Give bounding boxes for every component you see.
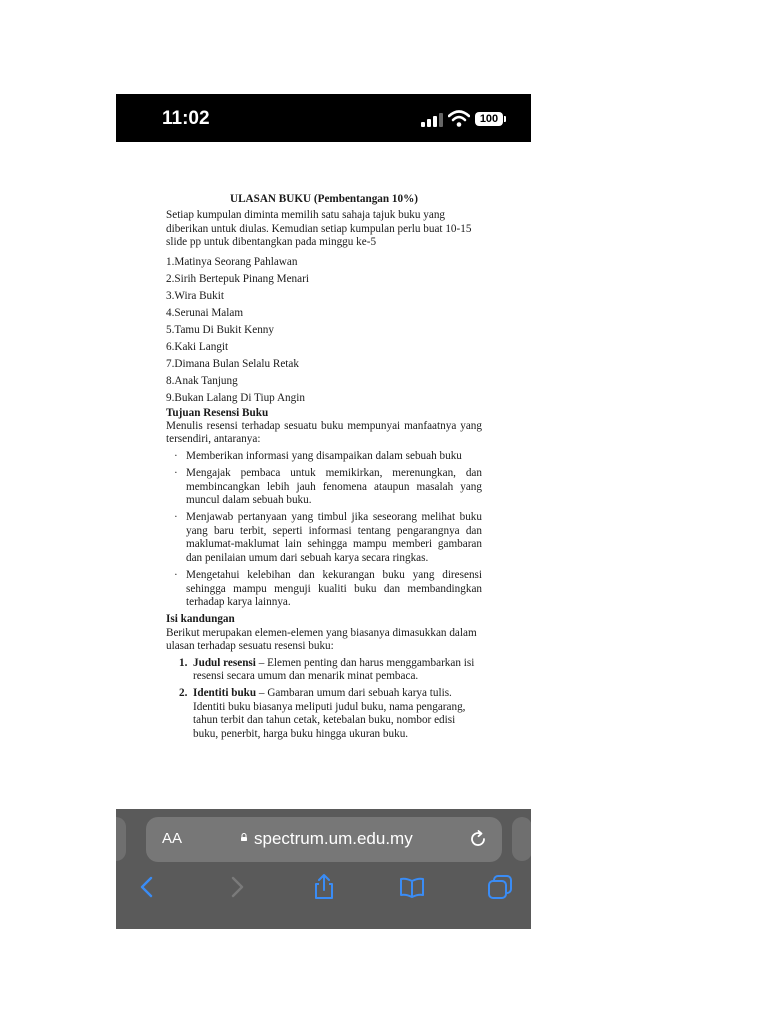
- bullet-icon: ·: [174, 569, 178, 582]
- book-item: 6.Kaki Langit: [166, 340, 229, 353]
- address-bar[interactable]: [146, 817, 502, 862]
- battery-tip: [504, 116, 506, 122]
- reload-icon[interactable]: [468, 829, 488, 849]
- share-icon[interactable]: [310, 873, 338, 901]
- nav-row: [116, 871, 531, 911]
- previous-tab-preview[interactable]: [116, 817, 126, 861]
- element-desc: – Gambaran umum dari sebuah karya tulis. Identiti buku biasanya meliputi judul buku, nama pengarang, tahun terbit dan tahun cetak, ketebalan buku, nombor edisi buku, penerbit, harga buku hingga ukuran buku.: [193, 687, 466, 740]
- content-intro: Berikut merupakan elemen-elemen yang biasanya dimasukkan dalam ulasan terhadap sesuatu resensi buku:: [166, 626, 477, 653]
- purpose-text: Menjawab pertanyaan yang timbul jika seseorang melihat buku yang baru terbit, seperti informasi tentang pengarangnya dan maklumat-maklumat lain sehingga mampu memberi gambaran dan penilaian umum dari sebuah karya secara ringkas.: [186, 511, 482, 564]
- element-number: 1.: [179, 656, 188, 669]
- purpose-heading: Tujuan Resensi Buku: [166, 406, 269, 419]
- url-text[interactable]: spectrum.um.edu.my: [254, 829, 413, 848]
- element-term: Judul resensi: [193, 656, 256, 669]
- status-bar: [116, 94, 531, 142]
- bullet-icon: ·: [174, 511, 178, 524]
- next-tab-preview[interactable]: [512, 817, 531, 861]
- purpose-intro: Menulis resensi terhadap sesuatu buku mempunyai manfaatnya yang tersendiri, antaranya:: [166, 420, 482, 446]
- forward-icon[interactable]: [223, 873, 251, 901]
- book-item: 4.Serunai Malam: [166, 306, 244, 319]
- purpose-text: Memberikan informasi yang disampaikan dalam sebuah buku: [186, 449, 462, 462]
- battery-icon: 100: [475, 112, 503, 126]
- book-item: 3.Wira Bukit: [166, 289, 224, 302]
- purpose-list: [166, 450, 482, 609]
- element-term: Identiti buku: [193, 687, 257, 700]
- document-page: [166, 193, 482, 745]
- bullet-icon: ·: [174, 449, 178, 462]
- book-item: 1.Matinya Seorang Pahlawan: [166, 255, 298, 268]
- lock-icon: [240, 833, 248, 841]
- bullet-icon: ·: [174, 467, 178, 480]
- purpose-item: [166, 569, 482, 609]
- wifi-icon: [448, 110, 470, 128]
- purpose-item: [166, 450, 482, 463]
- book-item: 5.Tamu Di Bukit Kenny: [166, 323, 274, 336]
- phone-screen: [116, 94, 531, 929]
- book-item: 7.Dimana Bulan Selalu Retak: [166, 357, 299, 370]
- status-time: 11:02: [162, 108, 210, 129]
- back-icon[interactable]: [133, 873, 161, 901]
- book-list: [166, 254, 482, 407]
- element-desc: – Elemen penting dan harus menggambarkan isi resensi secara umum dan menarik minat pembaca.: [193, 656, 475, 682]
- purpose-text: Mengajak pembaca untuk memikirkan, merenungkan, dan membincangkan lebih jauh fenomena ataupun masalah yang muncul dalam sebuah buku.: [186, 467, 482, 507]
- browser-toolbar: [116, 809, 531, 929]
- element-number: 2.: [179, 687, 188, 700]
- content-heading: Isi kandungan: [166, 613, 235, 626]
- purpose-item: [166, 467, 482, 507]
- document-intro: Setiap kumpulan diminta memilih satu sahaja tajuk buku yang diberikan untuk diulas. Kemudian setiap kumpulan perlu buat 10-15 slide pp untuk dibentangkan pada minggu ke-5: [166, 209, 472, 249]
- signal-icon: [421, 113, 443, 127]
- book-item: 9.Bukan Lalang Di Tiup Angin: [166, 391, 305, 404]
- element-item: [166, 657, 482, 684]
- text-size-button[interactable]: AA: [162, 830, 183, 847]
- element-list: [166, 657, 482, 741]
- element-item: [166, 687, 482, 741]
- purpose-item: [166, 511, 482, 565]
- tabs-icon[interactable]: [486, 873, 514, 901]
- book-item: 8.Anak Tanjung: [166, 374, 238, 387]
- purpose-text: Mengetahui kelebihan dan kekurangan buku yang diresensi sehingga mampu menguji kualiti buku dan membandingkan terhadap karya lainnya.: [186, 569, 482, 608]
- bookmarks-icon[interactable]: [398, 873, 426, 901]
- book-item: 2.Sirih Bertepuk Pinang Menari: [166, 272, 309, 285]
- document-title: ULASAN BUKU (Pembentangan 10%): [229, 193, 419, 205]
